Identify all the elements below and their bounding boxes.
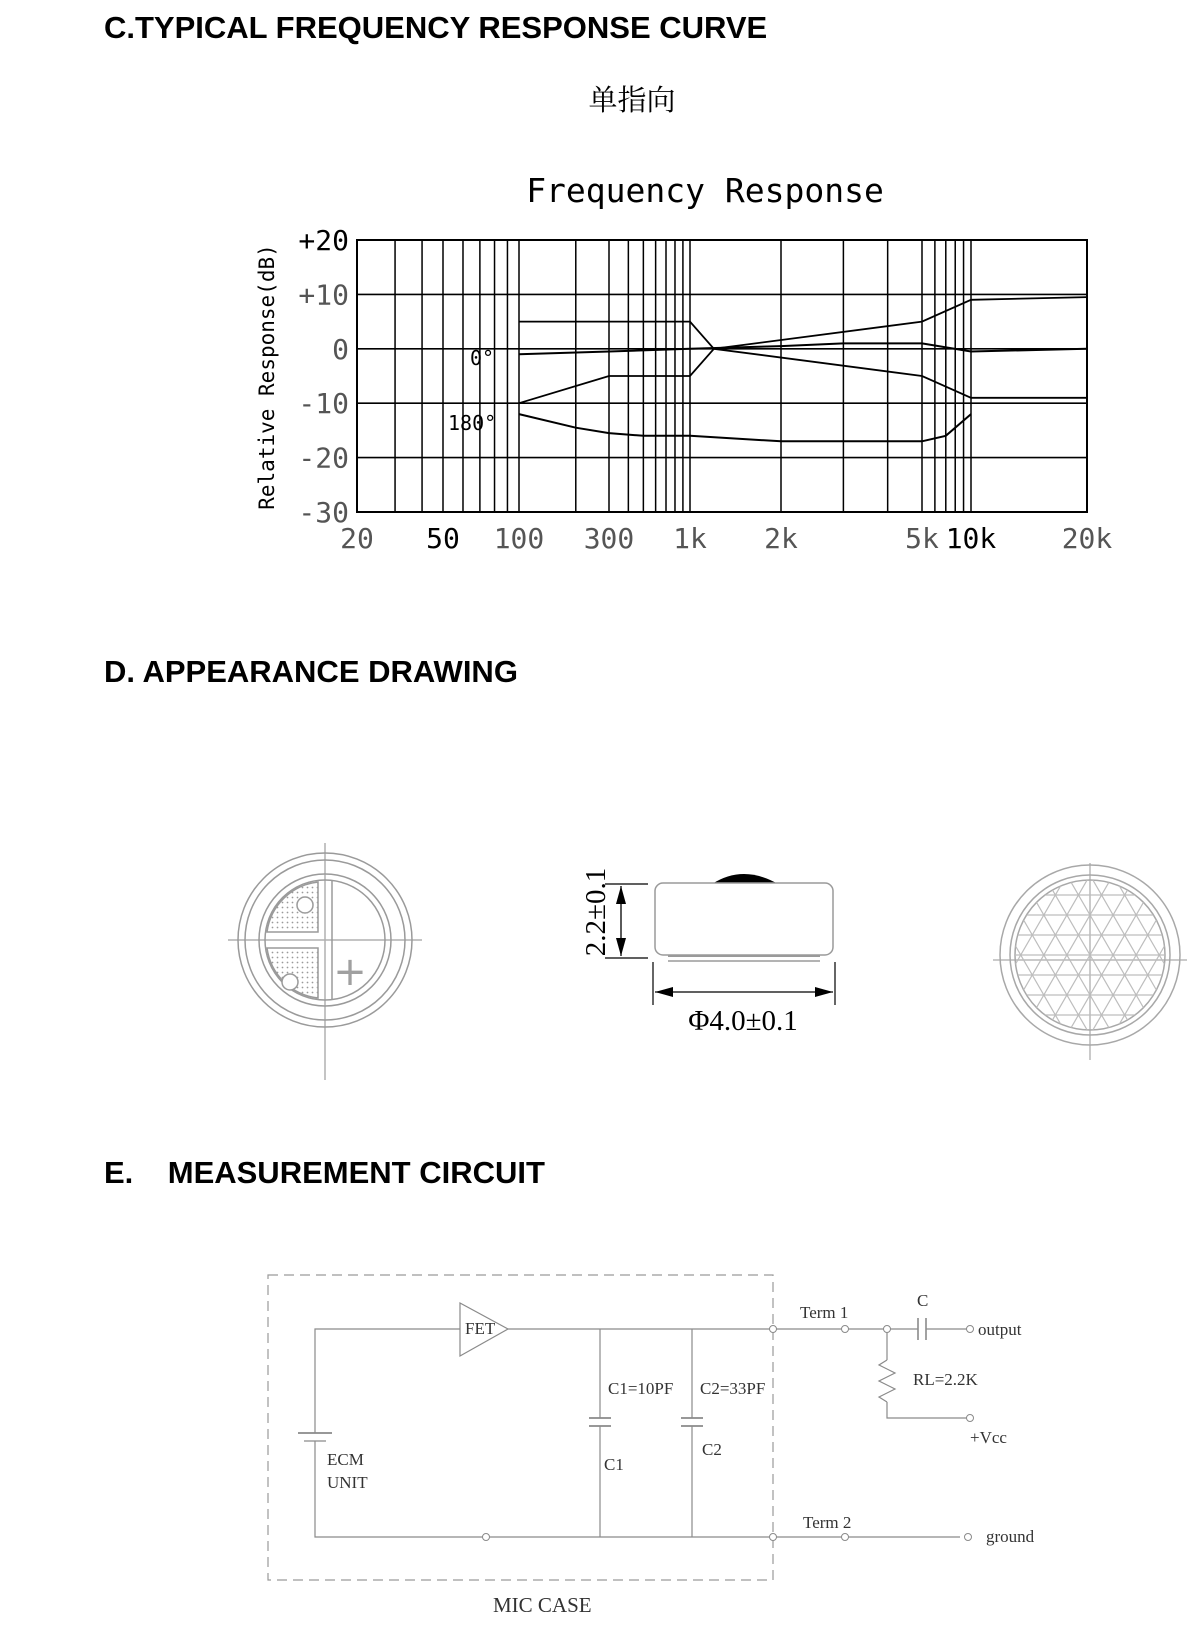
c1-label: C1 (604, 1455, 624, 1474)
x-tick-label: 300 (583, 522, 635, 555)
x-tick-label: 50 (426, 522, 460, 555)
height-dimension: 2.2±0.1 (580, 867, 612, 957)
series-label-0deg: 0° (470, 346, 495, 370)
c1-value-label: C1=10PF (608, 1379, 674, 1398)
plus-terminal-symbol: + (333, 949, 367, 995)
x-tick-label: 2k (764, 522, 798, 555)
term2-label: Term 2 (803, 1513, 852, 1532)
mic-case-label: MIC CASE (493, 1593, 592, 1617)
x-tick-label: 1k (673, 522, 707, 555)
section-e-heading: E. MEASUREMENT CIRCUIT (104, 1155, 545, 1190)
ground-label: ground (986, 1527, 1035, 1546)
section-d-heading: D. APPEARANCE DRAWING (104, 654, 518, 689)
rl-label: RL=2.2K (913, 1370, 978, 1389)
vcc-label: +Vcc (970, 1428, 1007, 1447)
x-tick-label: 100 (493, 522, 545, 555)
y-tick-label: -20 (298, 441, 349, 475)
c2-label: C2 (702, 1440, 722, 1459)
y-tick-label: 0 (332, 332, 349, 366)
ecm-label: ECM (327, 1450, 364, 1469)
x-tick-label: 5k (905, 522, 939, 555)
chart-title: Frequency Response (526, 171, 884, 210)
fet-label: FET (465, 1319, 496, 1338)
cap-c-label: C (917, 1291, 929, 1310)
x-tick-label: 20k (1061, 522, 1113, 555)
y-axis-label: Relative Response(dB) (255, 244, 279, 510)
y-tick-label: -30 (298, 496, 349, 529)
series-label-180deg: 180° (448, 411, 497, 435)
circuit-nodes (483, 1326, 974, 1541)
diameter-dimension: Φ4.0±0.1 (688, 1005, 798, 1037)
x-tick-label: 10k (945, 522, 997, 555)
x-tick-label: 20 (340, 522, 374, 555)
term1-label: Term 1 (800, 1303, 849, 1322)
circuit-wires (268, 1275, 967, 1580)
y-tick-label: +20 (298, 224, 349, 257)
section-c-heading: C.TYPICAL FREQUENCY RESPONSE CURVE (104, 10, 768, 45)
y-tick-label: -10 (298, 387, 349, 421)
c2-value-label: C2=33PF (700, 1379, 766, 1398)
output-label: output (978, 1320, 1022, 1339)
y-tick-label: +10 (298, 278, 349, 312)
chart-caption: 单指向 (588, 83, 676, 117)
ecm-unit-label: UNIT (327, 1473, 368, 1492)
